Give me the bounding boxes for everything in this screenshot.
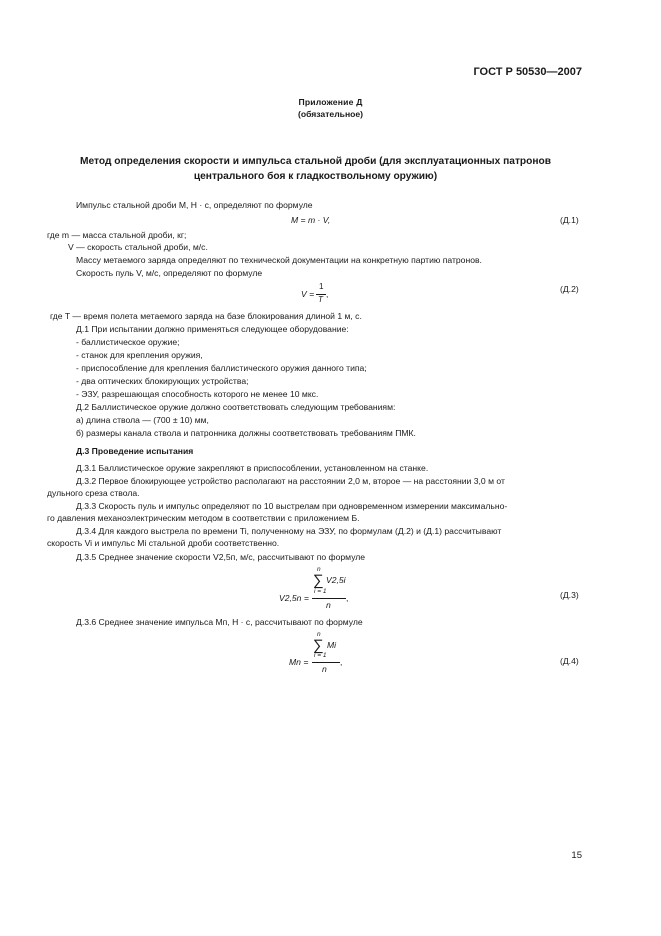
formula-d3-sum-top: n xyxy=(317,566,321,573)
formula-d3-denominator: n xyxy=(326,600,331,610)
formula-d1: M = m · V, xyxy=(291,215,331,225)
section-d2: Д.2 Баллистическое оружие должно соответствовать следующим требованиям: xyxy=(76,402,396,412)
clause-d34-line1: Д.3.4 Для каждого выстрела по времени Ti, полученному на ЭЗУ, по формулам (Д.2) и (Д.1) рассчитывают xyxy=(76,526,502,536)
document-title-line2: центрального боя к гладкоствольному оружию) xyxy=(193,171,438,182)
clause-d34-line2: скорость Vi и импульс Mi стальной дроби соответственно. xyxy=(47,538,280,548)
appendix-title: Приложение Д xyxy=(298,97,363,107)
where-v: V — скорость стальной дроби, м/с. xyxy=(68,242,208,252)
formula-d4-sigma: ∑ xyxy=(313,637,324,654)
list-item: а) длина ствола — (700 ± 10) мм, xyxy=(76,415,209,425)
list-item: - станок для крепления оружия, xyxy=(76,350,203,360)
list-item: б) размеры канала ствола и патронника должны соответствовать требованиям ПМК. xyxy=(76,428,416,438)
formula-d4-fraction-bar xyxy=(312,662,340,663)
clause-d33-line1: Д.3.3 Скорость пуль и импульс определяют по 10 выстрелам при одновременном измерении максимально- xyxy=(76,501,508,511)
section-d1: Д.1 При испытании должно применяться следующее оборудование: xyxy=(76,324,349,334)
page-number: 15 xyxy=(571,850,582,861)
clause-d32-line2: дульного среза ствола. xyxy=(47,488,140,498)
formula-d2-number: (Д.2) xyxy=(560,284,579,294)
where-m: где m — масса стальной дроби, кг; xyxy=(47,230,187,240)
formula-d3-number: (Д.3) xyxy=(560,590,579,600)
appendix-status: (обязательное) xyxy=(297,109,364,119)
formula-d3-sum-term: V2,5i xyxy=(326,575,346,585)
formula-d4-comma: , xyxy=(340,657,343,667)
formula-d4-sum-bottom: i = 1 xyxy=(314,652,327,659)
clause-d33-line2: го давления механоэлектрическим методом в соответствии с приложением Б. xyxy=(47,513,360,523)
formula-d4-number: (Д.4) xyxy=(560,656,579,666)
formula-d2-comma: , xyxy=(326,289,329,299)
section-d3-heading: Д.3 Проведение испытания xyxy=(76,446,194,456)
standard-number: ГОСТ Р 50530—2007 xyxy=(473,66,582,78)
formula-d1-number: (Д.1) xyxy=(560,215,579,225)
formula-d3-fraction-bar xyxy=(312,598,346,599)
formula-d4-lhs: Mn = xyxy=(289,657,309,667)
list-item: - приспособление для крепления баллистического оружия данного типа; xyxy=(76,363,367,373)
paragraph-mass: Массу метаемого заряда определяют по технической документации на конкретную партию патронов. xyxy=(76,255,482,265)
list-item: - ЭЗУ, разрешающая способность которого не менее 10 мкс. xyxy=(76,389,319,399)
formula-d3-sum-bottom: i = 1 xyxy=(314,588,327,595)
formula-d2-lhs: V = xyxy=(301,289,315,299)
clause-d36: Д.3.6 Среднее значение импульса Mп, Н · с, рассчитывают по формуле xyxy=(76,617,363,627)
formula-d3-comma: , xyxy=(346,593,349,603)
formula-d4-denominator: n xyxy=(322,664,327,674)
list-item: - баллистическое оружие; xyxy=(76,337,180,347)
clause-d31: Д.3.1 Баллистическое оружие закрепляют в приспособлении, установленном на станке. xyxy=(76,463,429,473)
where-t: где T — время полета метаемого заряда на базе блокирования длиной 1 м, с. xyxy=(50,311,362,321)
document-title-line1: Метод определения скорости и импульса стальной дроби (для эксплуатационных патронов xyxy=(79,156,552,167)
clause-d35: Д.3.5 Среднее значение скорости V2,5п, м/с, рассчитывают по формуле xyxy=(76,552,366,562)
paragraph-speed: Скорость пуль V, м/с, определяют по формуле xyxy=(76,268,263,278)
formula-d4-sum-term: Mi xyxy=(327,640,337,650)
paragraph-impulse: Импульс стальной дроби M, Н · с, определяют по формуле xyxy=(76,200,313,210)
clause-d32-line1: Д.3.2 Первое блокирующее устройство располагают на расстоянии 2,0 м, второе — на расстоянии 3,0 м от xyxy=(76,476,505,486)
formula-d3-sigma: ∑ xyxy=(313,572,324,589)
formula-d2-numerator: 1 xyxy=(319,282,324,291)
formula-d2-denominator: T xyxy=(318,295,324,304)
formula-d3-lhs: V2,5n = xyxy=(279,593,309,603)
formula-d4-sum-top: n xyxy=(317,631,321,638)
list-item: - два оптических блокирующих устройства; xyxy=(76,376,249,386)
